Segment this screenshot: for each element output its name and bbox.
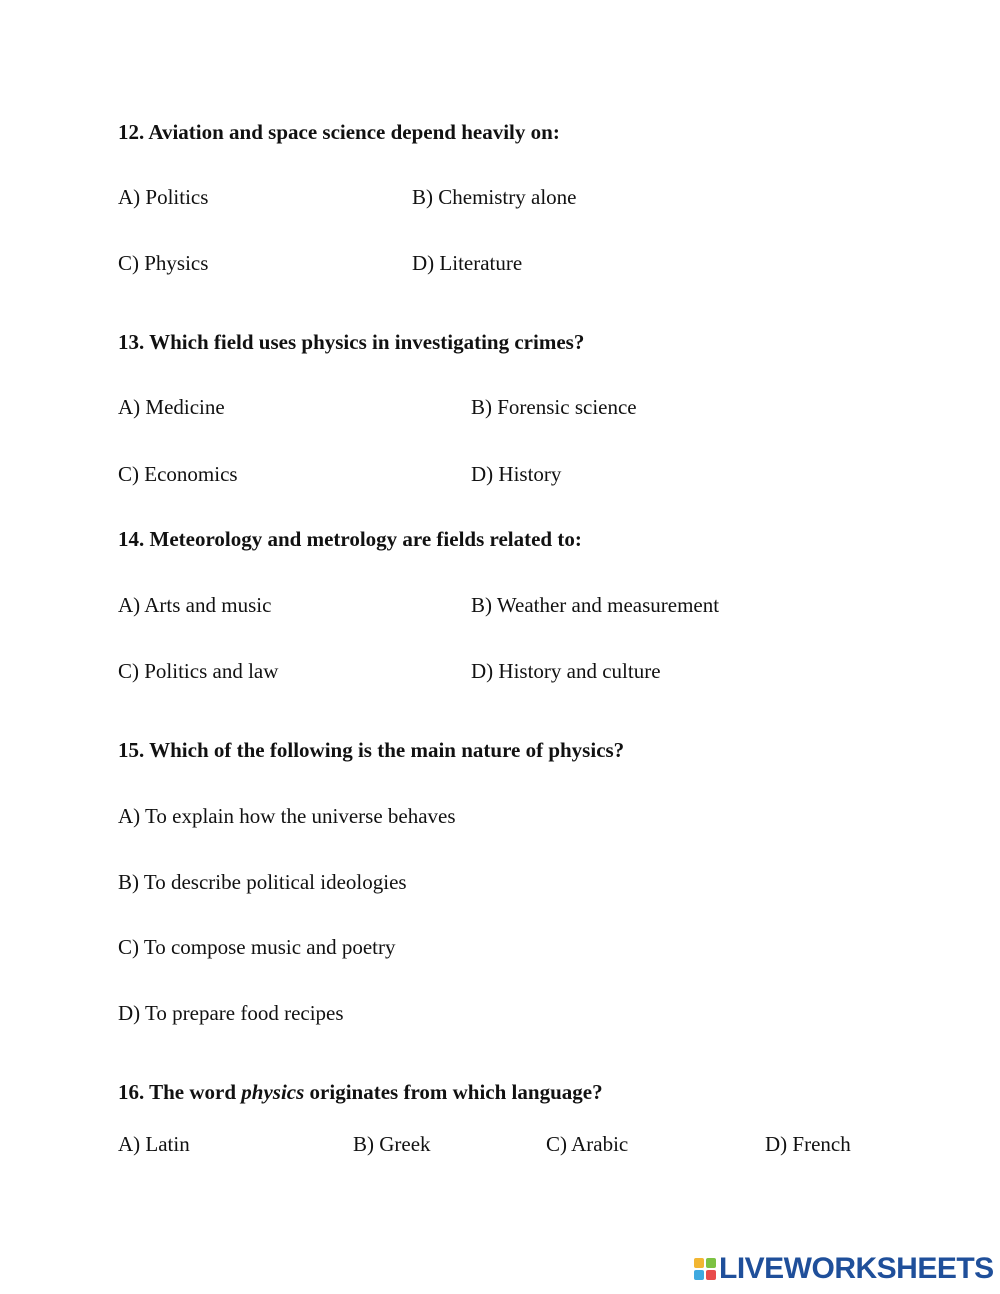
q12-option-a[interactable]: A) Politics [118, 185, 209, 209]
q12-option-d[interactable]: D) Literature [412, 251, 523, 275]
question-16-title [118, 1082, 603, 1103]
logo-square-3 [694, 1270, 704, 1280]
q15-option-b[interactable]: B) To describe political ideologies [118, 870, 407, 894]
q14-option-b[interactable]: B) Weather and measurement [471, 593, 720, 617]
q16-option-b[interactable]: B) Greek [353, 1132, 431, 1156]
question-16-title-emphasis: physics [241, 1080, 305, 1104]
question-14-title: 14. Meteorology and metrology are fields related to: [118, 527, 582, 551]
question-13-title: 13. Which field uses physics in investigating crimes? [118, 330, 585, 354]
q12-option-b[interactable]: B) Chemistry alone [412, 185, 577, 209]
logo-square-1 [694, 1258, 704, 1268]
logo-square-4 [706, 1270, 716, 1280]
question-16-title-start: 16. The word [118, 1080, 242, 1104]
q16-option-d[interactable]: D) French [765, 1132, 851, 1156]
q15-option-a[interactable]: A) To explain how the universe behaves [118, 804, 456, 828]
q14-option-d[interactable]: D) History and culture [471, 659, 661, 683]
q14-option-c[interactable]: C) Politics and law [118, 659, 279, 683]
q13-option-d[interactable]: D) History [471, 462, 562, 486]
q13-option-a[interactable]: A) Medicine [118, 395, 225, 419]
q15-option-c[interactable]: C) To compose music and poetry [118, 935, 396, 959]
q16-option-c[interactable]: C) Arabic [546, 1132, 629, 1156]
liveworksheets-logo [694, 1254, 994, 1284]
liveworksheets-wordmark: LIVEWORKSHEETS [719, 1252, 994, 1285]
q14-option-a[interactable]: A) Arts and music [118, 593, 272, 617]
q13-option-c[interactable]: C) Economics [118, 462, 238, 486]
q16-option-a[interactable]: A) Latin [118, 1132, 190, 1156]
question-12-title: 12. Aviation and space science depend heavily on: [118, 120, 560, 144]
q13-option-b[interactable]: B) Forensic science [471, 395, 637, 419]
question-15-title: 15. Which of the following is the main nature of physics? [118, 738, 625, 762]
logo-square-2 [706, 1258, 716, 1268]
question-16-title-end: originates from which language? [304, 1080, 603, 1104]
liveworksheets-logo-icon [694, 1258, 716, 1280]
q12-option-c[interactable]: C) Physics [118, 251, 209, 275]
q15-option-d[interactable]: D) To prepare food recipes [118, 1001, 344, 1025]
